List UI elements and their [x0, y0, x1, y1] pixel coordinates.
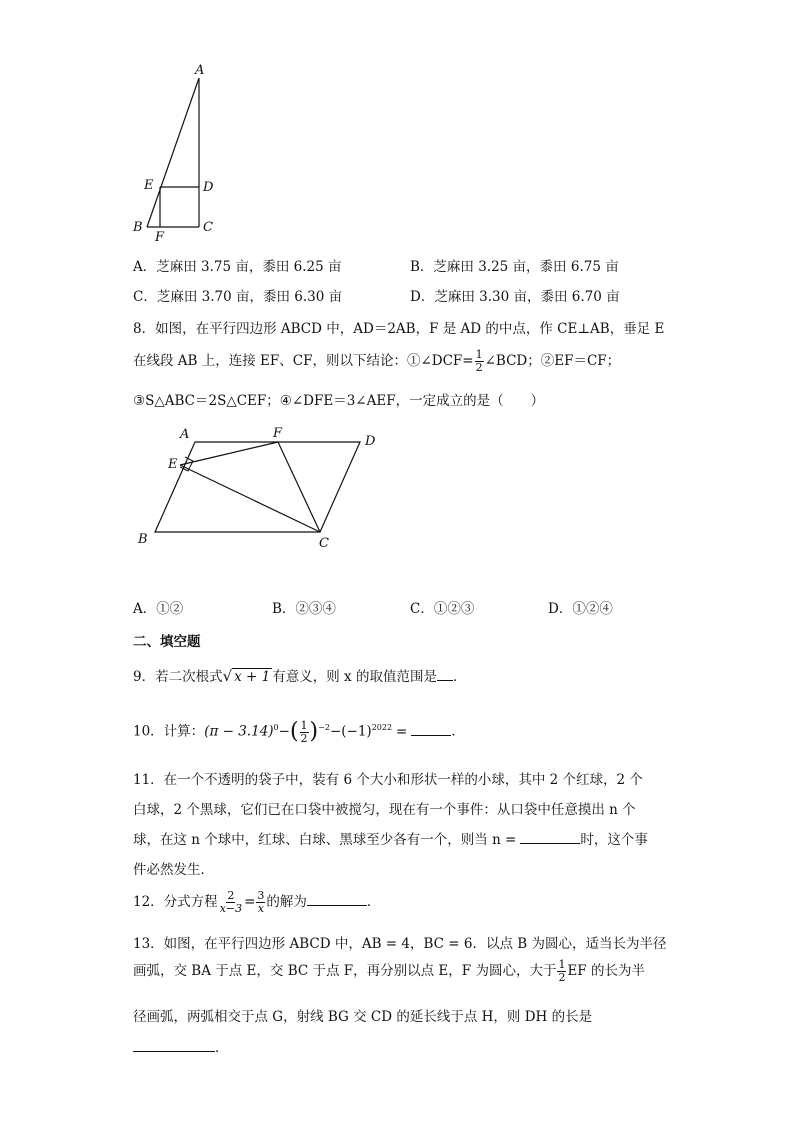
q8-line2-a: 在线段 AB 上，连接 EF、CF，则以下结论：①∠DCF= — [133, 353, 474, 369]
label-d: D — [203, 180, 214, 195]
q10-question — [133, 710, 465, 750]
segment-ec — [180, 465, 320, 532]
q13-answer-line — [133, 1036, 229, 1056]
q13-line2-b: EF 的长为半 — [567, 963, 645, 979]
q10-frac-den: 2 — [300, 731, 308, 745]
q9-radicand: x + 1 — [234, 669, 271, 685]
q13-answer-blank[interactable] — [133, 1037, 215, 1052]
q11-line4: 件必然发生． — [133, 862, 214, 878]
q9-answer-blank[interactable] — [437, 666, 453, 681]
q10-fraction-half — [300, 720, 309, 745]
q10-answer-blank[interactable] — [411, 721, 451, 736]
q8-option-a[interactable]: A．①② — [133, 601, 184, 617]
q12-answer-blank[interactable] — [307, 891, 367, 906]
q13-end: ． — [215, 1040, 229, 1056]
q10-prefix: 10．计算： — [133, 723, 205, 740]
q11-line2: 白球，2 个黑球，它们已在口袋中被搅匀，现在有一个事件：从口袋中任意摸出 n 个 — [133, 802, 636, 818]
q8-line2 — [133, 348, 620, 374]
q8-frac-num: 1 — [475, 348, 483, 361]
q12-fraction-left — [219, 890, 243, 915]
q11-line3-a: 球，在这 n 个球中，红球、白球、黑球至少各有一个，则当 n = — [133, 832, 517, 848]
q9-question — [133, 665, 466, 688]
q13-line3: 径画弧，两弧相交于点 G，射线 BG 交 CD 的延长线于点 H，则 DH 的长是 — [133, 1009, 593, 1025]
q7-option-c[interactable]: C．芝麻田 3.70 亩，黍田 6.30 亩 — [133, 289, 343, 305]
label-a: A — [195, 63, 205, 78]
figure-q8-parallelogram — [130, 420, 390, 555]
figure-q7-triangle — [125, 58, 225, 248]
q10-equals: = — [396, 723, 408, 740]
label-a: A — [180, 427, 190, 442]
label-c: C — [203, 220, 213, 235]
q10-end: ． — [451, 723, 465, 740]
q10-paren-open: ( — [289, 719, 299, 744]
label-b: B — [133, 220, 143, 235]
q10-paren-close: ) — [309, 719, 319, 744]
q10-expr-b: −(−1) — [329, 723, 372, 740]
label-f: F — [273, 426, 283, 441]
q9-suffix: 有意义，则 x 的取值范围是 — [272, 669, 437, 685]
q13-line1: 13．如图，在平行四边形 ABCD 中，AB = 4，BC = 6．以点 B 为圆心，适当长为半径 — [133, 936, 667, 952]
q13-line2-a: 画弧，交 BA 于点 E，交 BC 于点 F，再分别以点 E，F 为圆心，大于 — [133, 963, 557, 979]
q12-question — [133, 885, 380, 919]
label-e: E — [168, 457, 178, 472]
q11-line1: 11．在一个不透明的袋子中，装有 6 个大小和形状一样的小球，其中 2 个红球，2 个 — [133, 772, 643, 788]
q8-option-c[interactable]: C．①②③ — [410, 601, 475, 617]
q8-option-b[interactable]: B．②③④ — [272, 601, 336, 617]
q10-exp-0: 0 — [273, 723, 279, 732]
label-e: E — [144, 178, 154, 193]
q12-f1-den: x−3 — [219, 902, 243, 915]
label-c: C — [319, 536, 329, 551]
label-f: F — [155, 230, 165, 245]
q10-expr-a: (π − 3.14) — [204, 723, 274, 740]
q7-option-b[interactable]: B．芝麻田 3.25 亩，黍田 6.75 亩 — [410, 259, 619, 275]
q8-option-d[interactable]: D．①②④ — [548, 601, 613, 617]
parallelogram-abcd — [155, 442, 360, 532]
q8-line3: ③S△ABC＝2S△CEF；④∠DFE＝3∠AEF，一定成立的是（ ） — [133, 393, 545, 409]
segment-fc — [278, 442, 320, 532]
label-b: B — [138, 532, 148, 547]
sqrt-sign: √ — [222, 667, 233, 685]
q10-exp-neg2: −2 — [318, 723, 330, 732]
q10-minus: − — [278, 723, 290, 740]
q12-suffix: 的解为 — [266, 894, 307, 910]
q13-line2 — [133, 956, 645, 986]
q12-f2-den: x — [257, 902, 265, 915]
q12-fraction-right — [256, 890, 265, 915]
q7-option-a[interactable]: A．芝麻田 3.75 亩，黍田 6.25 亩 — [133, 259, 342, 275]
q7-option-d[interactable]: D．芝麻田 3.30 亩，黍田 6.70 亩 — [410, 289, 620, 305]
q9-end: ． — [452, 669, 467, 685]
q11-line3 — [133, 828, 648, 848]
q8-line2-b: ∠BCD；②EF＝CF； — [484, 353, 621, 369]
q13-frac-num: 1 — [558, 958, 566, 971]
q12-f1-num: 2 — [227, 889, 235, 902]
q12-end: ． — [366, 894, 381, 910]
q8-frac-den: 2 — [475, 361, 483, 374]
q13-frac-den: 2 — [558, 971, 566, 984]
q13-fraction-half — [557, 959, 566, 984]
segment-ef — [180, 442, 278, 465]
q12-eq: = — [244, 894, 256, 910]
q10-frac-num: 1 — [300, 718, 308, 732]
segment-ab — [147, 78, 199, 227]
q9-prefix: 9．若二次根式 — [133, 669, 223, 685]
section-title-fill-in: 二、填空题 — [133, 634, 201, 650]
q12-prefix: 12．分式方程 — [133, 894, 218, 910]
q10-exp-2022: 2022 — [371, 723, 393, 732]
q12-f2-num: 3 — [257, 889, 265, 902]
label-d: D — [365, 434, 376, 449]
q8-line1: 8．如图，在平行四边形 ABCD 中，AD＝2AB，F 是 AD 的中点，作 CE⊥AB，垂足 E — [133, 321, 665, 337]
q11-answer-blank[interactable] — [520, 829, 580, 844]
q8-fraction-half — [475, 349, 484, 374]
q11-line3-b: 时，这个事 — [580, 832, 648, 848]
